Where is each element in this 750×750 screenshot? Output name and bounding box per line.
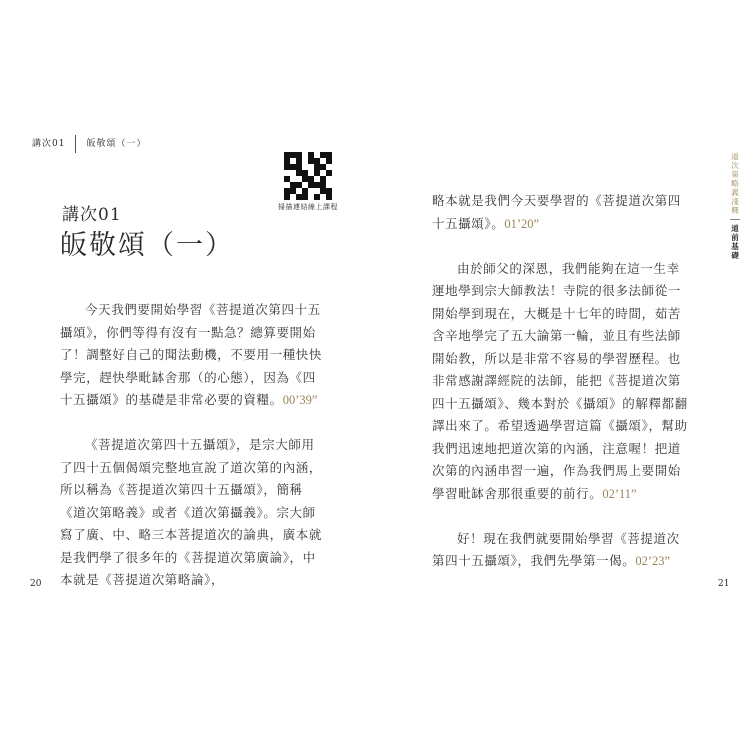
paragraph — [432, 528, 692, 573]
side-tab-section: 道 前 基 礎 — [731, 224, 739, 260]
side-tab-series: 道 次 第 略 義 淺 釋 — [731, 152, 739, 215]
lecture-number: 講次01 — [62, 205, 122, 225]
timestamp: 01’20” — [504, 216, 540, 231]
timestamp: 00’39” — [282, 393, 318, 407]
qr-code-icon[interactable] — [284, 152, 332, 200]
running-head-chapter: 講次01 — [32, 135, 76, 153]
paragraph-text: 略本就是我們今天要學習的《菩提道次第四十五攝頌》。 — [432, 193, 681, 231]
qr-code-block[interactable] — [268, 152, 348, 212]
paragraph-text: 今天我們要開始學習《菩提道次第四十五攝頌》，你們等得有沒有一點急？總算要開始了！調整好自己的聞法動機，不要用一種快快學完，趕快學毗缽舍那（的心態），因為《四十五攝頌》的基礎是非常必要的資糧。 — [60, 302, 323, 407]
side-tab — [728, 152, 742, 260]
paragraph-text: 好！現在我們就要開始學習《菩提道次第四十五攝頌》，我們先學第一偈。 — [432, 530, 680, 568]
paragraph-text: 由於師父的深恩，我們能夠在這一生幸運地學到宗大師教法！寺院的很多法師從一開始學到現在，大概是十七年的時間，茹苦含辛地學完了五大論第一輪，並且有些法師開始教，所以是非常不容易的學習歷程。也非常感謝譯經院的法師，能把《菩提道次第四十五攝頌》、幾本對於《攝頌》的解釋都翻譯出來了。希望透過學習這篇《攝頌》，幫助我們迅速地把道次第的內涵，注意喔！把道次第的內涵串習一遍，作為我們馬上要開始學習毗缽舍那很重要的前行。 — [432, 260, 688, 501]
lecture-title: 皈敬頌（一） — [60, 230, 234, 261]
paragraph — [432, 258, 692, 506]
paragraph — [432, 190, 692, 235]
timestamp: 02’11” — [602, 486, 637, 501]
timestamp: 02’23” — [635, 554, 671, 568]
page-number: 21 — [718, 579, 730, 589]
qr-caption: 掃描連結線上課程 — [278, 203, 338, 211]
side-tab-divider — [730, 219, 740, 220]
page-number: 20 — [30, 579, 42, 589]
left-body-text — [60, 299, 322, 614]
paragraph-text: 《菩提道次第四十五攝頌》，是宗大師用了四十五個偈頌完整地宣說了道次第的內涵，所以稱為《菩提道次第四十五攝頌》，簡稱《道次第略義》或者《道次第攝義》。宗大師寫了廣、中、略三本菩提道次的論典，廣本就是我們學了很多年的《菩提道次第廣論》，中本就是《菩提道次第略論》， — [60, 437, 323, 587]
paragraph — [60, 434, 322, 592]
paragraph — [60, 299, 322, 412]
running-head-title: 皈敬頌（一） — [86, 139, 147, 149]
running-head — [32, 135, 146, 153]
right-body-text — [432, 190, 692, 595]
